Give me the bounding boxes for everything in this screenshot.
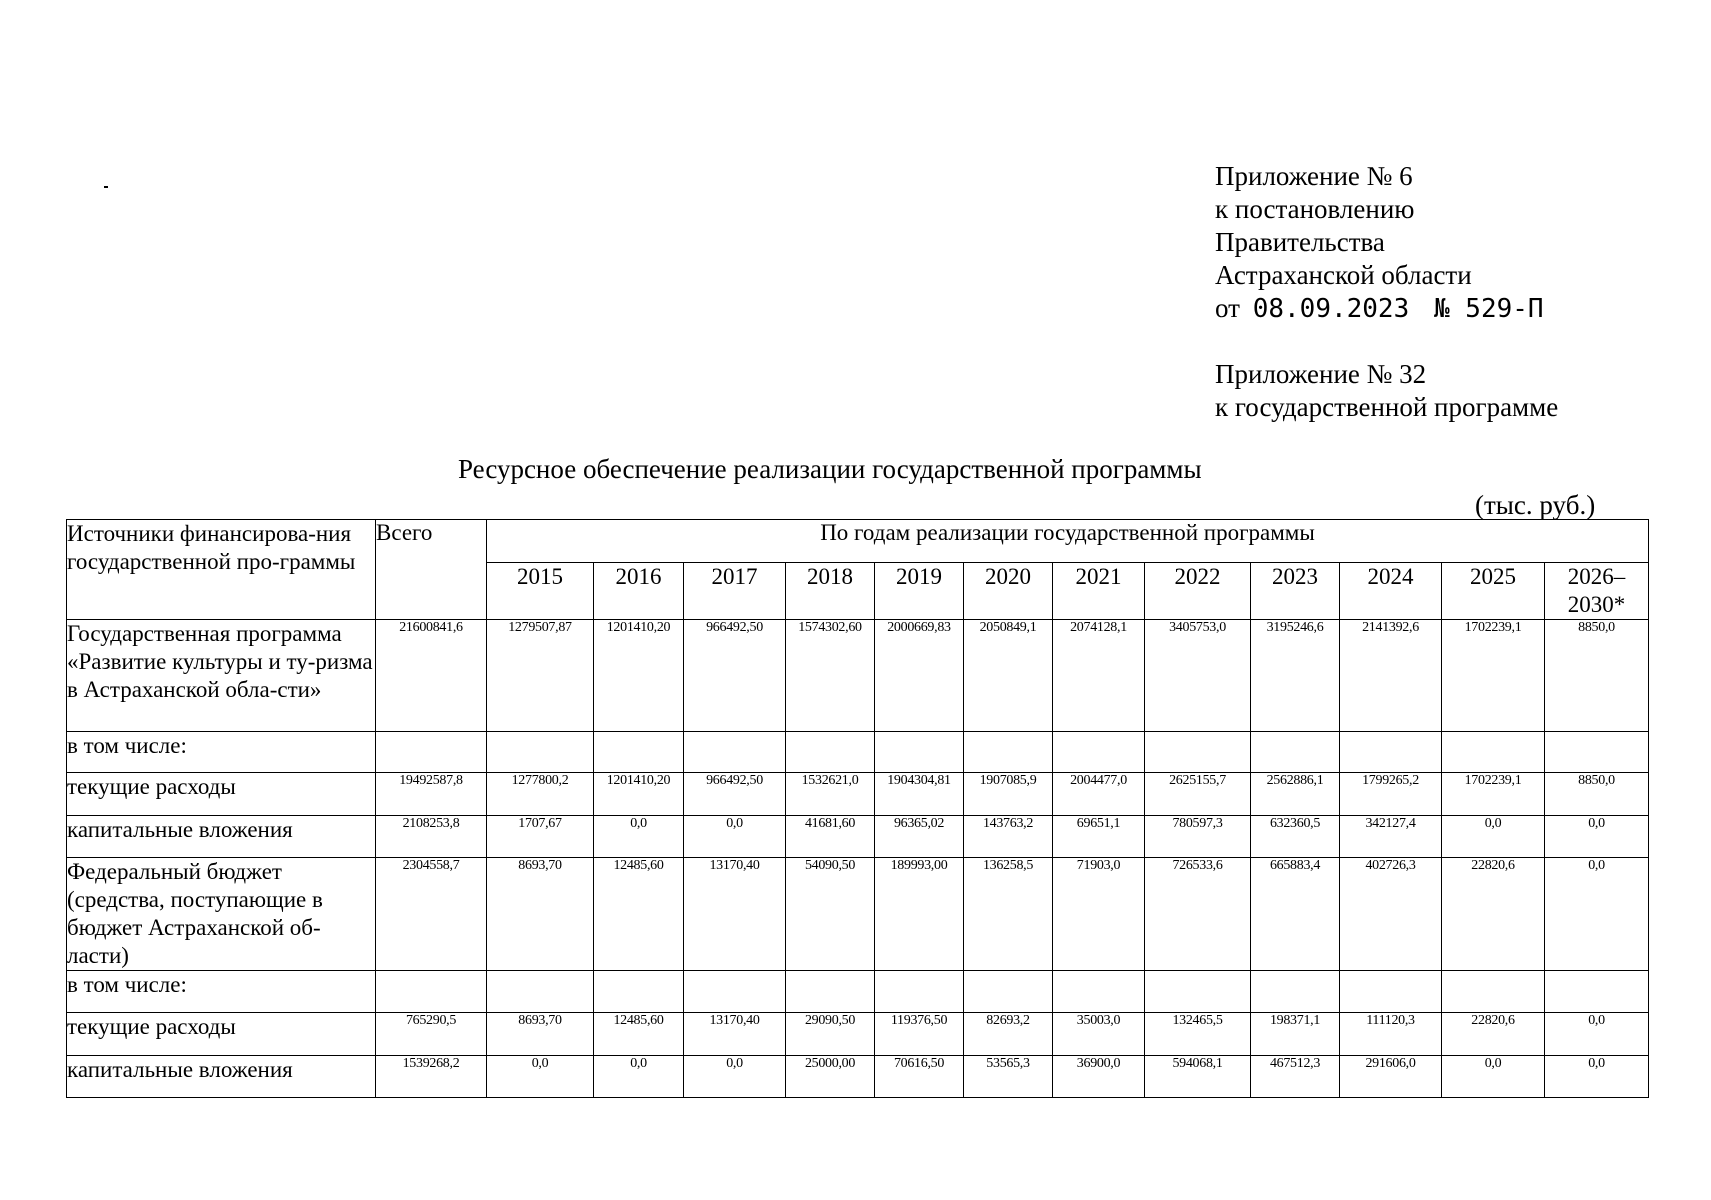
value-cell: 1702239,1 [1442,620,1545,732]
value-cell: 1279507,87 [487,620,594,732]
financing-table [66,519,1649,1098]
appendix-line: Правительства [1215,227,1385,257]
appendix-line: Приложение № 32 [1215,359,1427,389]
value-cell: 0,0 [594,816,684,858]
value-cell: 2004477,0 [1053,773,1145,816]
value-cell: 594068,1 [1145,1056,1251,1098]
value-cell: 2625155,7 [1145,773,1251,816]
source-column-header: Источники финансирова-ния государственной про-граммы [67,520,376,620]
table-row [67,858,1649,971]
value-cell: 342127,4 [1340,816,1442,858]
row-label: Государственная программа «Развитие культуры и ту-ризма в Астраханской обла-сти» [67,620,376,732]
value-cell [1340,971,1442,1013]
value-cell: 1532621,0 [786,773,875,816]
value-cell: 25000,00 [786,1056,875,1098]
value-cell: 22820,6 [1442,858,1545,971]
unit-label: (тыс. руб.) [1475,490,1596,520]
value-cell: 70616,50 [875,1056,964,1098]
value-cell: 780597,3 [1145,816,1251,858]
row-label: Федеральный бюджет (средства, поступающие в бюджет Астраханской об-ласти) [67,858,376,971]
value-cell: 1907085,9 [964,773,1053,816]
value-cell: 0,0 [594,1056,684,1098]
value-cell [594,732,684,773]
value-cell: 1201410,20 [594,620,684,732]
value-cell: 8693,70 [487,858,594,971]
value-cell: 966492,50 [684,620,786,732]
value-cell: 3405753,0 [1145,620,1251,732]
appendix-line: Приложение № 6 [1215,161,1413,191]
value-cell: 71903,0 [1053,858,1145,971]
value-cell: 2050849,1 [964,620,1053,732]
value-cell [1053,732,1145,773]
value-cell: 1702239,1 [1442,773,1545,816]
value-cell [786,971,875,1013]
year-header-cell: 2015 [487,563,594,620]
year-header-cell: 2025 [1442,563,1545,620]
value-cell [684,732,786,773]
appendix-line: к государственной программе [1215,392,1559,422]
table-row [67,1056,1649,1098]
value-cell: 0,0 [1545,816,1649,858]
value-cell: 53565,3 [964,1056,1053,1098]
value-cell [1340,732,1442,773]
value-cell: 12485,60 [594,1013,684,1056]
value-cell: 1574302,60 [786,620,875,732]
value-cell: 1277800,2 [487,773,594,816]
value-cell: 8850,0 [1545,773,1649,816]
year-header-cell: 2024 [1340,563,1442,620]
value-cell [1251,732,1340,773]
total-cell [376,971,487,1013]
table-row [67,773,1649,816]
year-header-cell: 2019 [875,563,964,620]
decree-number: № 529-П [1434,294,1544,324]
value-cell: 1707,67 [487,816,594,858]
total-cell: 765290,5 [376,1013,487,1056]
value-cell [875,732,964,773]
value-cell: 136258,5 [964,858,1053,971]
value-cell: 8850,0 [1545,620,1649,732]
value-cell: 726533,6 [1145,858,1251,971]
years-column-header: По годам реализации государственной программы [487,520,1649,563]
value-cell: 0,0 [684,1056,786,1098]
value-cell [487,971,594,1013]
value-cell: 111120,3 [1340,1013,1442,1056]
value-cell [684,971,786,1013]
value-cell: 2000669,83 [875,620,964,732]
year-header-cell: 2017 [684,563,786,620]
decree-date: 08.09.2023 [1252,294,1410,324]
value-cell [786,732,875,773]
value-cell: 291606,0 [1340,1056,1442,1098]
value-cell: 2141392,6 [1340,620,1442,732]
value-cell: 966492,50 [684,773,786,816]
value-cell [1545,971,1649,1013]
value-cell: 35003,0 [1053,1013,1145,1056]
table-row [67,1013,1649,1056]
value-cell: 3195246,6 [1251,620,1340,732]
value-cell: 13170,40 [684,1013,786,1056]
value-cell [875,971,964,1013]
value-cell: 0,0 [1545,858,1649,971]
total-cell: 2304558,7 [376,858,487,971]
total-column-header: Всего [376,520,487,620]
appendix-line: к постановлению [1215,194,1415,224]
value-cell: 0,0 [1442,816,1545,858]
value-cell: 0,0 [487,1056,594,1098]
value-cell: 13170,40 [684,858,786,971]
value-cell: 0,0 [1545,1013,1649,1056]
decree-prefix: от [1215,293,1240,323]
value-cell: 143763,2 [964,816,1053,858]
scan-dot [104,186,108,188]
value-cell: 198371,1 [1251,1013,1340,1056]
year-header-cell: 2023 [1251,563,1340,620]
value-cell: 132465,5 [1145,1013,1251,1056]
value-cell: 22820,6 [1442,1013,1545,1056]
value-cell: 0,0 [1442,1056,1545,1098]
value-cell: 29090,50 [786,1013,875,1056]
total-cell: 1539268,2 [376,1056,487,1098]
value-cell: 69651,1 [1053,816,1145,858]
value-cell: 119376,50 [875,1013,964,1056]
value-cell: 467512,3 [1251,1056,1340,1098]
table-row [67,971,1649,1013]
year-header-cell: 2016 [594,563,684,620]
value-cell [594,971,684,1013]
row-label: капитальные вложения [67,816,376,858]
value-cell: 665883,4 [1251,858,1340,971]
year-header-cell: 2021 [1053,563,1145,620]
value-cell: 632360,5 [1251,816,1340,858]
value-cell: 36900,0 [1053,1056,1145,1098]
value-cell: 1904304,81 [875,773,964,816]
year-header-cell: 2026–2030* [1545,563,1649,620]
value-cell [1145,971,1251,1013]
value-cell [487,732,594,773]
decree-line [1215,292,1544,326]
value-cell: 96365,02 [875,816,964,858]
value-cell: 1201410,20 [594,773,684,816]
table-row [67,816,1649,858]
value-cell [1251,971,1340,1013]
value-cell: 402726,3 [1340,858,1442,971]
appendix-line: Астраханской области [1215,260,1472,290]
value-cell: 2074128,1 [1053,620,1145,732]
total-cell: 21600841,6 [376,620,487,732]
value-cell [1545,732,1649,773]
row-label: в том числе: [67,971,376,1013]
value-cell: 189993,00 [875,858,964,971]
row-label: капитальные вложения [67,1056,376,1098]
value-cell [964,971,1053,1013]
value-cell: 8693,70 [487,1013,594,1056]
year-header-cell: 2020 [964,563,1053,620]
total-cell [376,732,487,773]
table-row [67,620,1649,732]
value-cell [1145,732,1251,773]
total-cell: 19492587,8 [376,773,487,816]
value-cell: 1799265,2 [1340,773,1442,816]
value-cell: 54090,50 [786,858,875,971]
value-cell [1442,732,1545,773]
year-header-cell: 2018 [786,563,875,620]
value-cell [1053,971,1145,1013]
total-cell: 2108253,8 [376,816,487,858]
row-label: текущие расходы [67,1013,376,1056]
appendix-program-block [1215,358,1558,424]
appendix-block [1215,160,1544,326]
value-cell [964,732,1053,773]
value-cell: 2562886,1 [1251,773,1340,816]
value-cell: 41681,60 [786,816,875,858]
value-cell: 12485,60 [594,858,684,971]
row-label: в том числе: [67,732,376,773]
row-label: текущие расходы [67,773,376,816]
value-cell: 82693,2 [964,1013,1053,1056]
document-title: Ресурсное обеспечение реализации государственной программы [458,454,1202,484]
value-cell: 0,0 [1545,1056,1649,1098]
table-row [67,732,1649,773]
value-cell [1442,971,1545,1013]
value-cell: 0,0 [684,816,786,858]
year-header-cell: 2022 [1145,563,1251,620]
